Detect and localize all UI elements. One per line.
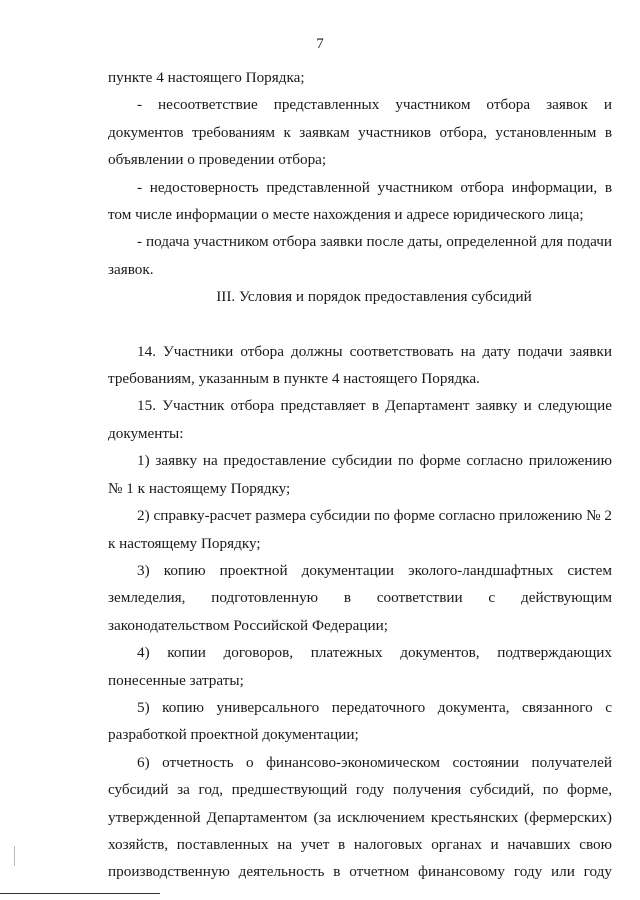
paragraph-continuation: пункте 4 настоящего Порядка; [108, 69, 305, 86]
clause-15: 15. Участник отбора представляет в Департамент заявку и следующие документы: [108, 397, 612, 442]
list-item-mismatch: - несоответствие представленных участником отбора заявок и документов требованиям к заявкам участников отбора, установленным в объявлении о проведении отбора; [108, 96, 612, 169]
clause-14: 14. Участники отбора должны соответствовать на дату подачи заявки требованиям, указанным в пункте 4 настоящего Порядка. [108, 342, 612, 388]
document-item-6: 6) отчетность о финансово-экономическом состоянии получателей субсидий за год, предшествующий году получения субсидий, по форме, утвержденной Департаментом (за исключением крестьянских (фермерских) хозяйств, поставленных на учет в налоговых органах и начавших свою производственную деятельность в отчетном финансовому году или году [108, 753, 612, 881]
document-item-4: 4) копии договоров, платежных документов, подтверждающих понесенные затраты; [108, 644, 612, 689]
document-item-3: 3) копию проектной документации эколого-ландшафтных систем земледелия, подготовленную в соответствии с действующим законодательством Российской Федерации; [108, 561, 612, 634]
footer-rule [0, 893, 160, 894]
document-item-5: 5) копию универсального передаточного документа, связанного с разработкой проектной документации; [108, 698, 612, 744]
list-item-unreliable-info: - недостоверность представленной участником отбора информации, в том числе информации о месте нахождения и адресе юридического лица; [108, 178, 612, 224]
document-item-2: 2) справку-расчет размера субсидии по форме согласно приложению № 2 к настоящему Порядку; [108, 507, 612, 552]
document-body [108, 64, 612, 886]
page-number: 7 [316, 36, 324, 52]
document-item-1: 1) заявку на предоставление субсидии по форме согласно приложению № 1 к настоящему Порядку; [108, 452, 612, 497]
section-heading: III. Условия и порядок предоставления субсидий [216, 288, 532, 306]
list-item-late-submission: - подача участником отбора заявки после даты, определенной для подачи заявок. [108, 233, 612, 278]
scan-edge-mark [14, 846, 15, 866]
